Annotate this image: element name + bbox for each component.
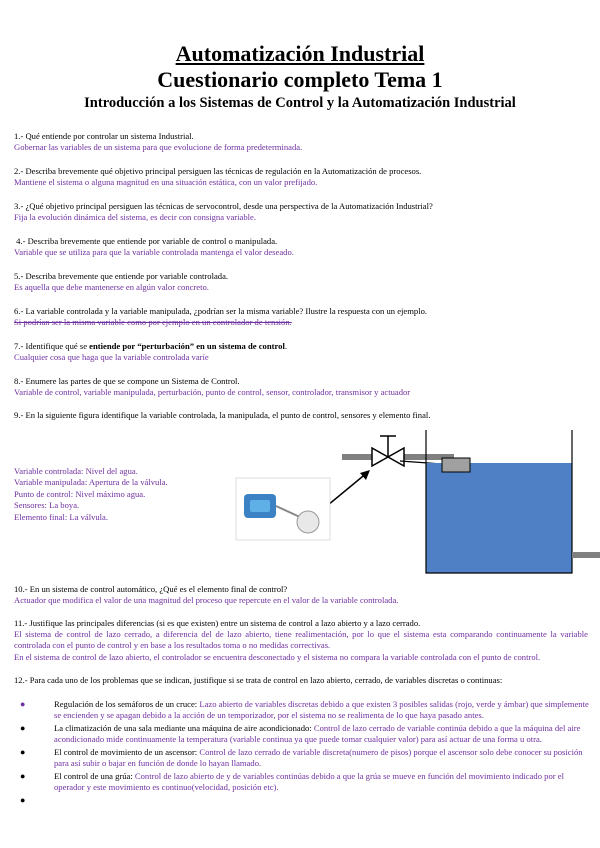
question-12: 12.- Para cada uno de los problemas que se indican, justifique si se trata de control en lazo abierto, cerrado, de variables discretas o continuas: [14,675,503,685]
answer-2: Mantiene el sistema o alguna magnitud en una situación estática, con un valor prefijado. [14,177,318,187]
document-subtitle: Cuestionario completo Tema 1 [157,67,443,92]
bullet-icon: ● [20,723,26,733]
bullet-icon: ● [20,699,26,709]
question-3: 3.- ¿Qué objetivo principal persiguen las técnicas de servocontrol, desde una perspectiva de la Automatización Industrial? [14,201,433,211]
outlet-pipe [572,552,600,558]
answer-11-open-loop: En el sistema de control de lazo abierto, el controlador se encuentra desconectado y el sistema no compara la variable controlada con el punto de control. [14,652,541,662]
bullet-icon: ● [20,771,26,781]
item-answer: Control de lazo cerrado de variable continúa debido a que la máquina del aire acondicionado mide continuamente la temperatura (variable continua ya que puede tomar cualquier valor) para así actuar de una forma u otra. [54,723,581,744]
answer-1: Gobernar las variables de un sistema para que evolucione de forma predeterminada. [14,142,303,152]
question-4: 4.- Describa brevemente que entiende por variable de control o manipulada. [14,236,278,246]
question-7-suffix: . [284,341,287,351]
bullet-icon: ● [20,747,26,757]
water-tank [426,430,572,573]
label-manipulated-variable: Variable manipulada: Apertura de la válvula. [14,477,168,488]
valve-icon [372,436,404,466]
list-item [14,699,590,721]
bullet-icon: ● [20,795,26,805]
item-answer: Control de lazo abierto de y de variables continúas debido a que la grúa se mueve en función del movimiento indicado por el operador y este movimiento es continuo(velocidad, posición etc). [54,771,564,792]
question-6: 6.- La variable controlada y la variable manipulada, ¿podrían ser la misma variable? Ilustre la respuesta con un ejemplo. [14,306,428,316]
item-text: El control de movimiento de un ascensor: [54,747,200,757]
item-text: La climatización de una sala mediante una máquina de aire acondicionado: [54,723,314,733]
question-7-prefix: 7.- Identifique qué se [14,341,90,351]
item-answer: Lazo abierto de variables discretas debido a que existen 3 posibles salidas (rojo, verde y ámbar) que simplemente se encienden y se apagan debido a la acción de un temporizador, por el sistema no se realimenta de lo que haya pasado antes. [54,699,589,720]
answer-3: Fija la evolución dinámica del sistema, es decir con consigna variable. [14,212,256,222]
answer-4: Variable que se utiliza para que la variable controlada mantenga el valor deseado. [14,247,294,257]
label-controlled-variable: Variable controlada: Nivel del agua. [14,466,138,476]
label-control-point: Punto de control: Nivel máximo agua. [14,488,146,499]
answer-11-closed-loop: El sistema de control de lazo cerrado, a diferencia del de lazo abierto, tiene realimentación, por lo que el sistema esta comparando continuamente la variable controlada con el punto de control y en base a los resultados toma o no medidas correctivas. [14,629,588,650]
inlet-pipe-left [342,454,372,460]
list-item [14,747,590,769]
question-9: 9.- En la siguiente figura identifique la variable controlada, la manipulada, el punto de control, sensores y elemento final. [14,410,431,420]
list-item [14,723,590,745]
answer-10: Actuador que modifica el valor de una magnitud del proceso que repercute en el valor de la variable controlada. [14,595,399,605]
question-7 [14,341,588,352]
item-answer: Control de lazo cerrado de variable discreta(numero de pisos) porque el ascensor solo debe conocer su posición para así subir o bajar en función de donde lo hayan llamado. [54,747,583,768]
document-topic: Introducción a los Sistemas de Control y la Automatización Industrial [84,95,516,111]
question-10: 10.- En un sistema de control automático, ¿Qué es el elemento final de control? [14,584,288,594]
question-5: 5.- Describa brevemente que entiende por variable controlada. [14,271,229,281]
answer-8: Variable de control, variable manipulada, perturbación, punto de control, sensor, controlador, transmisor y actuador [14,387,411,397]
q12-bullet-list [14,699,590,805]
question-1: 1.- Qué entiende por controlar un sistema Industrial. [14,131,194,141]
label-sensors: Sensores: La boya. [14,500,80,511]
answer-6: Si podrían ser la misma variable como por ejemplo en un controlador de tensión. [14,317,292,327]
document-title: Automatización Industrial [175,41,425,66]
question-11: 11.- Justifique las principales diferencias (si es que existen) entre un sistema de control a lazo abierto y a lazo cerrado. [14,618,421,628]
float-valve-photo [236,478,330,540]
question-2: 2.- Describa brevemente qué objetivo principal persiguen las técnicas de regulación en la Automatización de procesos. [14,166,422,176]
list-item [14,771,590,793]
tank-control-figure [230,416,600,576]
label-final-element: Elemento final: La válvula. [14,511,109,522]
float-sensor [442,458,470,472]
answer-7: Cualquier cosa que haga que la variable controlada varíe [14,352,209,362]
figure-labels [14,466,168,523]
answer-5: Es aquella que debe mantenerse en algún valor concreto. [14,282,209,292]
item-text: El control de una grúa: [54,771,135,781]
item-text: Regulación de los semáforos de un cruce: [54,699,200,709]
question-7-bold: entiende por “perturbación” en un sistema de control [89,341,285,351]
question-8: 8.- Enumere las partes de que se compone un Sistema de Control. [14,376,240,386]
